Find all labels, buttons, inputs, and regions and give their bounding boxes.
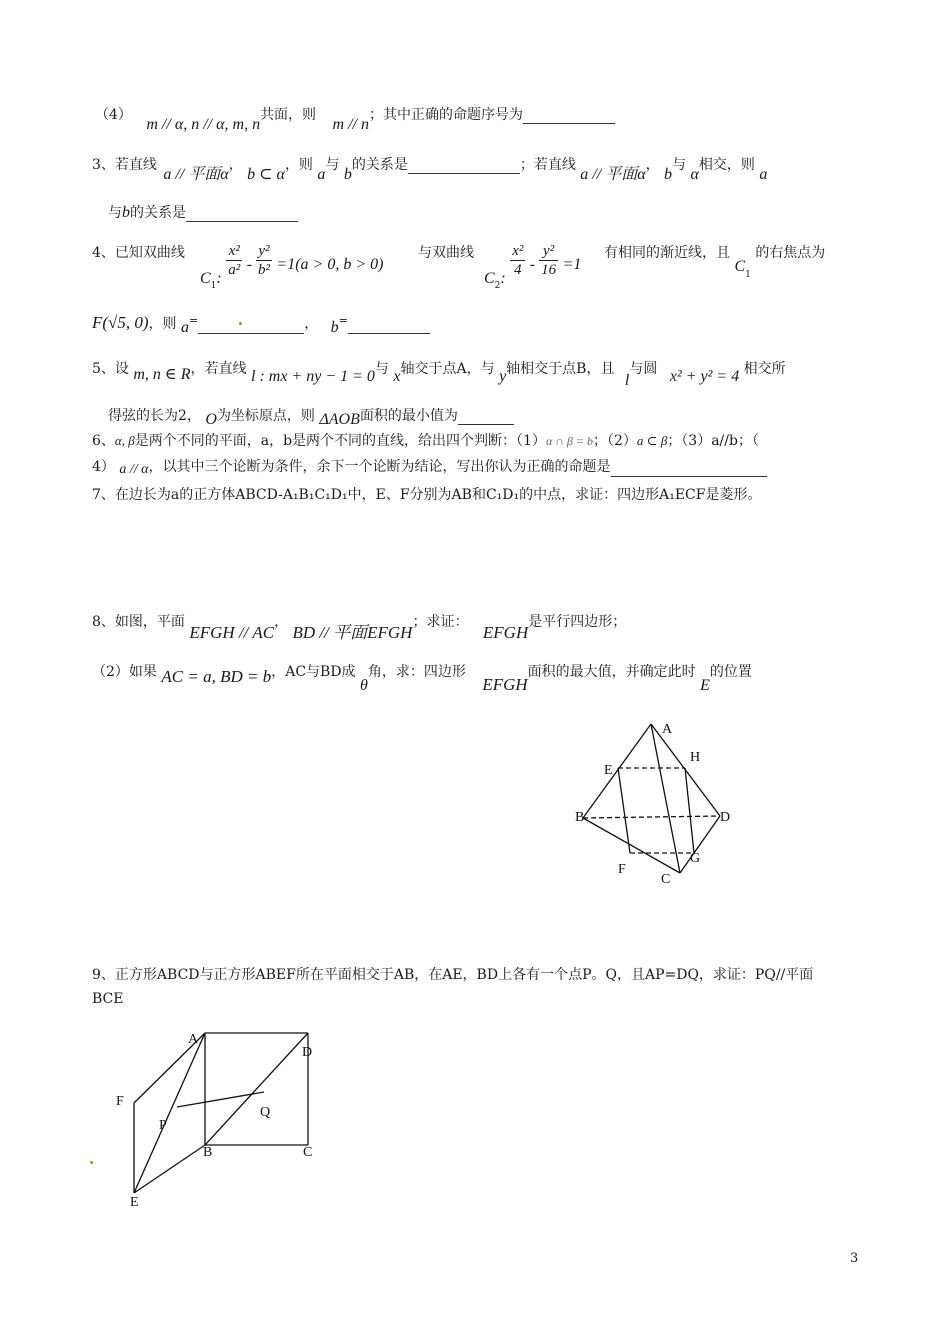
question-8-line-2: （2）如果 AC = a, BD = b，AC与BD成 θ角，求：四边形 EFGH面积的最大值，并确定此时 E的位置 — [92, 664, 752, 694]
question-9-line-1: 9、正方形ABCD与正方形ABEF所在平面相交于AB，在AE，BD上各有一个点P。Q，且AP=DQ，求证：PQ//平面 — [92, 967, 814, 983]
label-a: A — [188, 1032, 199, 1047]
question-8-line-1: 8、如图，平面 EFGH // AC， BD // 平面EFGH；求证： EFGH是平行四边形； — [92, 614, 627, 642]
answer-blank — [186, 207, 298, 222]
question-4-text-2: 与双曲线 — [418, 245, 474, 261]
question-7: 7、在边长为a的正方体ABCD-A₁B₁C₁D₁中，E、F分别为AB和C₁D₁的中点，求证：四边形A₁ECF是菱形。 — [92, 487, 762, 503]
page-number: 3 — [850, 1251, 859, 1266]
question-5-line-2: 得弦的长为2， O为坐标原点，则 ΔAOB面积的最小值为 — [108, 407, 514, 425]
edge-bd — [583, 816, 720, 818]
label-a: A — [662, 722, 673, 737]
label-f: F — [116, 1094, 124, 1109]
question-6-line-1: 6、α, β是两个不同的平面，a，b是两个不同的直线，给出四个判断：（1）α ∩ β = b；（2）a ⊂ β；（3）a//b；（ — [92, 433, 759, 449]
label-q: Q — [260, 1105, 271, 1120]
edge-bd — [205, 1033, 308, 1145]
answer-blank — [523, 109, 615, 124]
condition-formula: m // α, n // α, m, n — [146, 116, 261, 133]
segment-pq — [177, 1092, 264, 1107]
hyperbola-c2: $C_2$: $\frac{\text{x²}}{4}$ - $\frac{\text{y²}}{16}$ =1 — [484, 243, 582, 292]
edge-bc — [583, 818, 680, 873]
label-e: E — [604, 763, 613, 778]
label-p: P — [159, 1118, 167, 1133]
label-d: D — [720, 810, 731, 825]
question-3-line-2: 与b的关系是 — [108, 204, 298, 222]
question-6-line-2: 4） a // α，以其中三个论断为条件，余下一个论断为结论，写出你认为正确的命题是 — [92, 458, 767, 477]
label-c: C — [661, 872, 671, 887]
question-4-text-3: 有相同的渐近线，且 $C_1$ 的右焦点为 — [604, 245, 826, 280]
answer-blank — [408, 159, 520, 174]
tetrahedron-figure — [560, 715, 760, 890]
label-d: D — [302, 1045, 313, 1060]
question-3-line-1: 3、若直线 a // 平面α， b ⊂ α，则 a与 b的关系是 ；若直线 a // 平面α， b与 α相交，则 a — [92, 157, 768, 183]
stray-mark — [239, 322, 242, 325]
stray-mark — [90, 1161, 93, 1164]
conclusion-formula: m // n — [332, 116, 369, 133]
edge-ab — [583, 724, 651, 818]
two-squares-figure — [108, 1025, 338, 1215]
label-c: C — [303, 1145, 313, 1160]
answer-blank-a — [198, 319, 304, 334]
label-b: B — [203, 1145, 213, 1160]
answer-blank — [458, 410, 514, 425]
question-4-line-2: F(√5, 0)，则 a= ， b= — [92, 314, 430, 334]
label-h: H — [690, 750, 701, 765]
label-b: B — [575, 810, 585, 825]
label-g: G — [690, 851, 701, 866]
edge-ef — [618, 768, 630, 853]
hyperbola-c1: $C_1$: $\frac{\text{x²}}{\text{a²}}$ - $\frac{\text{y²}}{\text{b²}}$ =1(a > 0, b > 0) — [200, 243, 384, 292]
question-9-line-2: BCE — [92, 991, 124, 1007]
item-4-line: （4） m // α, n // α, m, n共面，则 m // n；其中正确的命题序号为 — [95, 106, 615, 124]
label-e: E — [130, 1195, 139, 1210]
edge-ac — [651, 724, 680, 873]
edge-hg — [685, 768, 694, 853]
question-5-line-1: 5、设 m, n ∈ R，若直线 l : mx + ny − 1 = 0与 x轴交于点A，与 y轴相交于点B，且 l与圆 x² + y² = 4 相交所 — [92, 361, 786, 389]
question-4-line-1: 4、已知双曲线 — [92, 245, 185, 261]
answer-blank-b — [348, 319, 430, 334]
label-f: F — [618, 862, 626, 877]
answer-blank — [611, 462, 767, 477]
